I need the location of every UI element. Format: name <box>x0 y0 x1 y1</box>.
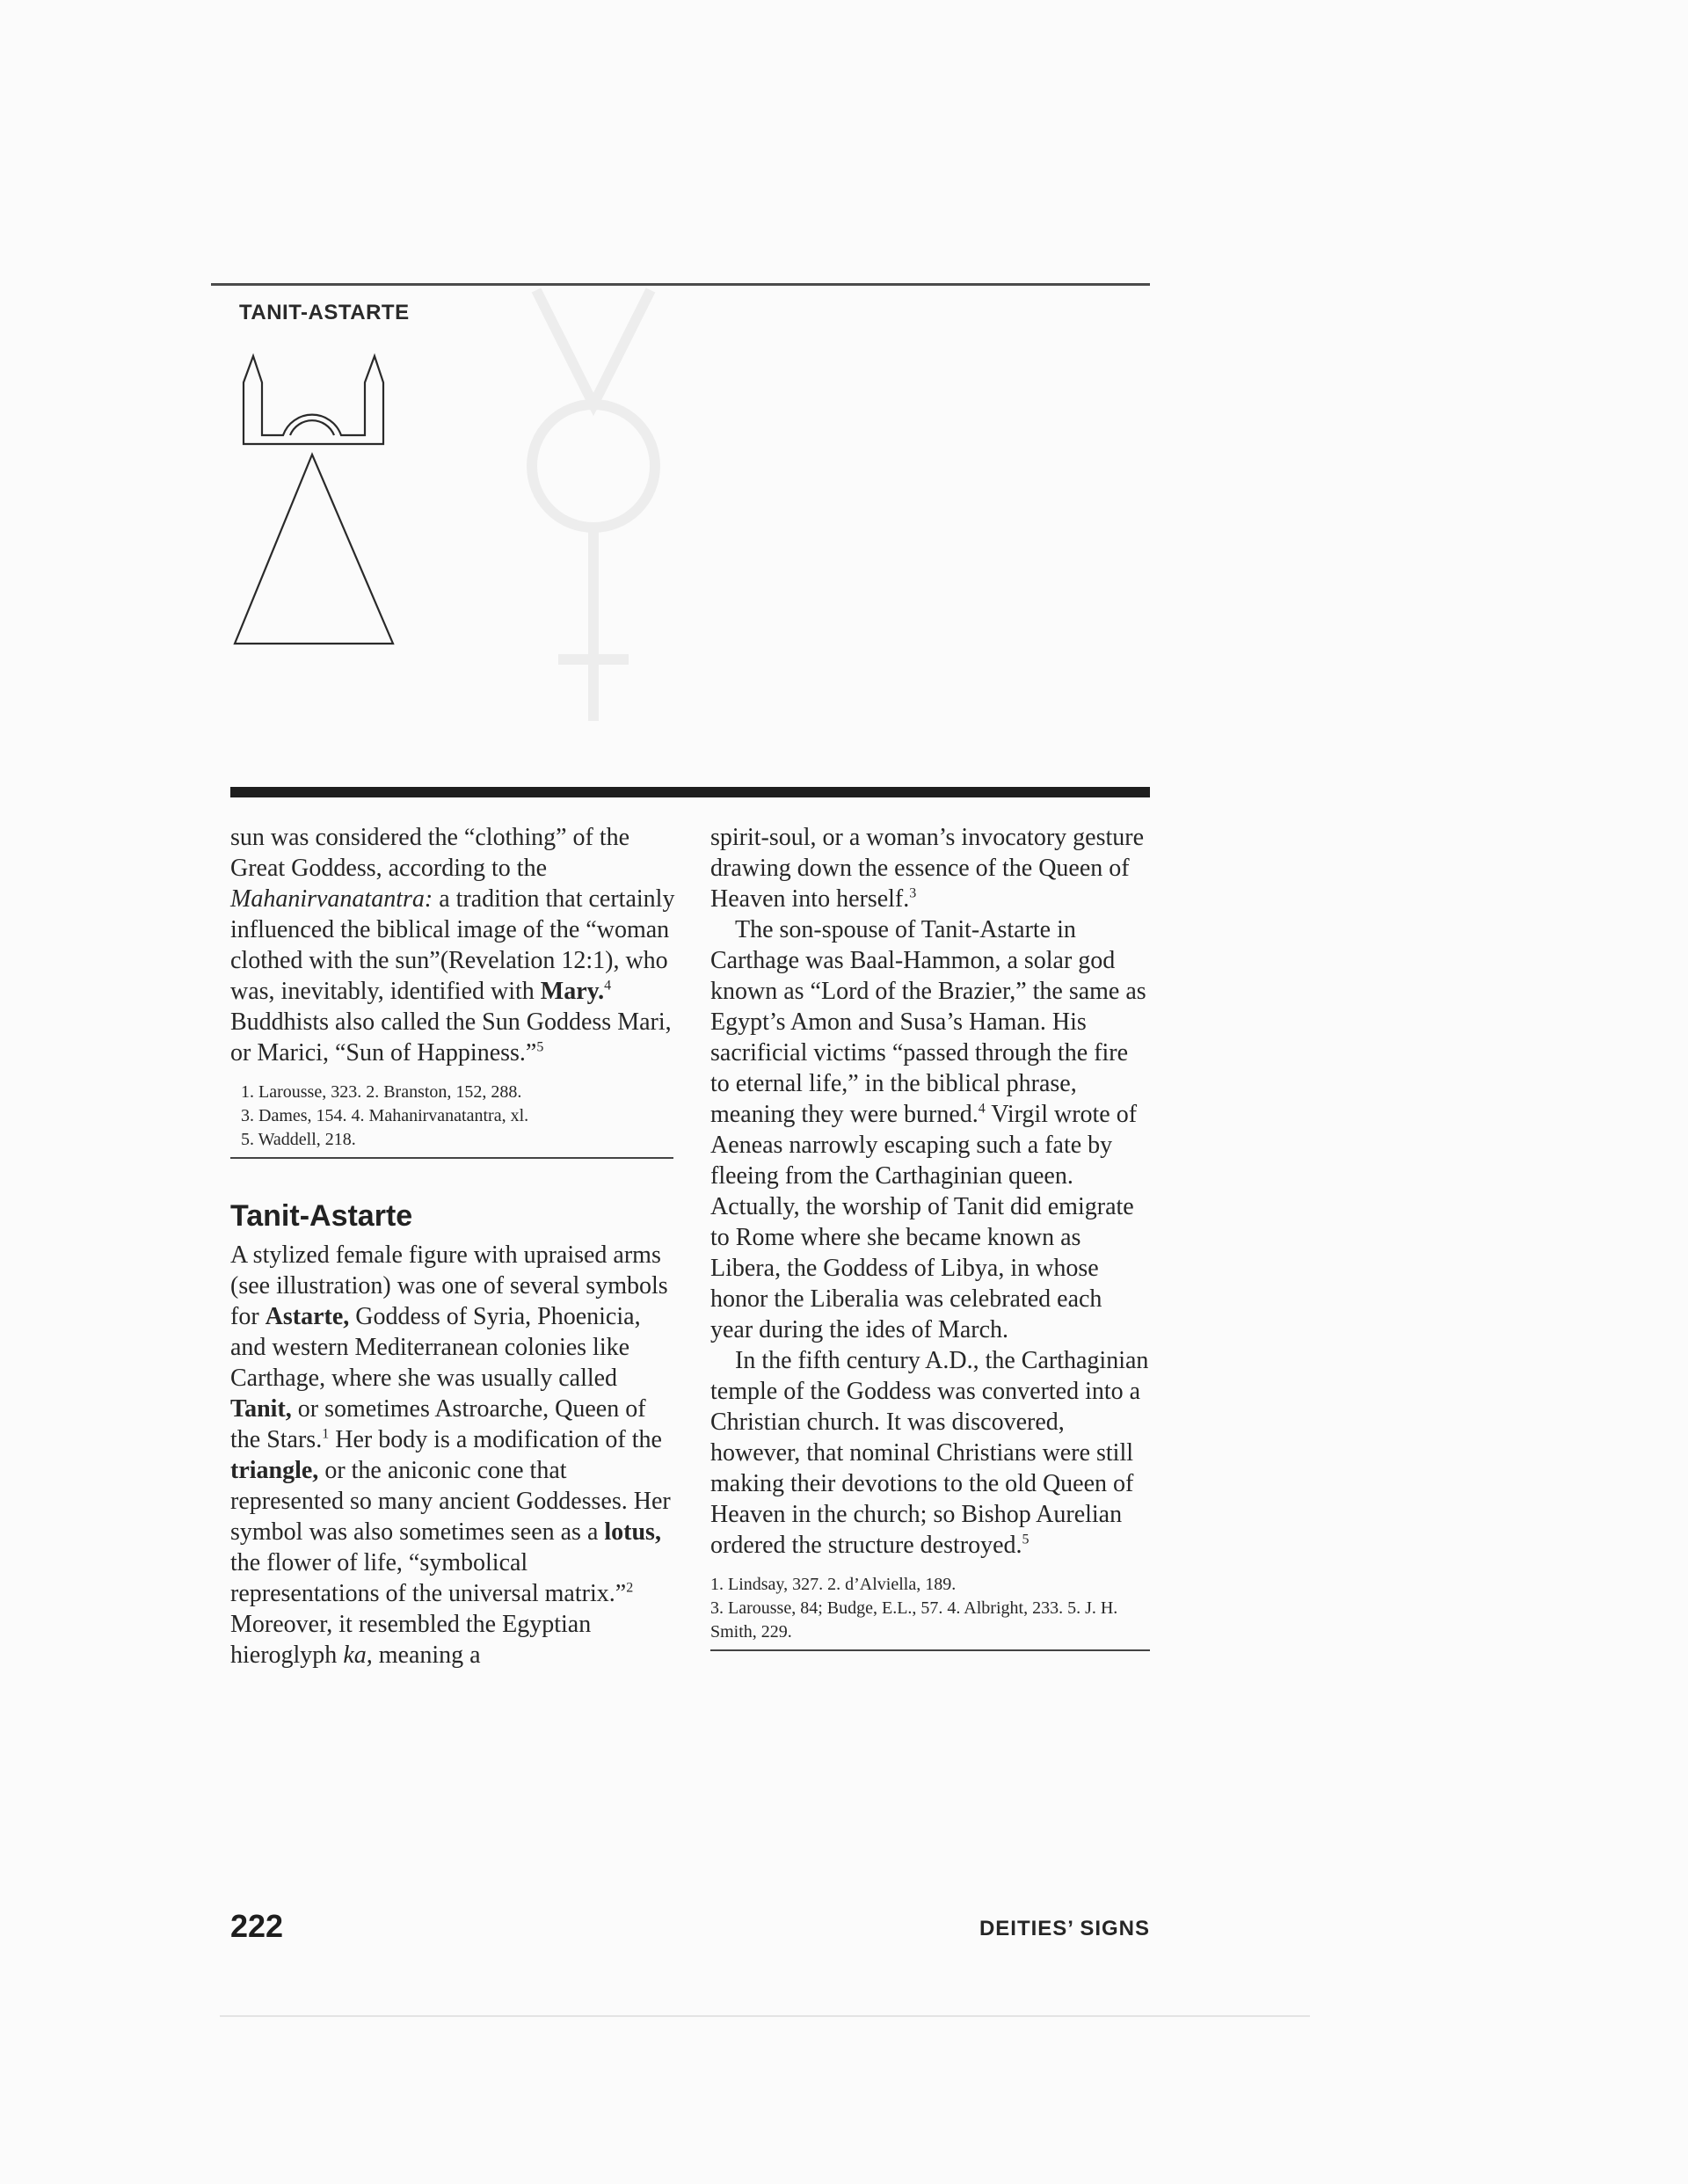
tanit-arms-outline <box>244 356 383 444</box>
cross-reference-lotus: lotus, <box>604 1518 661 1546</box>
footnote-line: 3. Dames, 154. 4. Mahanirvanatantra, xl. <box>241 1106 529 1125</box>
bleed-through-figure <box>510 281 738 739</box>
cross-reference-triangle: triangle, <box>230 1457 319 1484</box>
paragraph-baal-hammon: The son-spouse of Tanit-Astarte in Carthage was Baal-Hammon, a solar god known as “Lord of the Brazier,” the same as Egypt’s Amon and Susa’s Haman. His sacrificial victims “passed through the fire to eternal life,” in the biblical phrase, meaning they were burned.$^4$ Virgil wrote of Aeneas narrowly escaping such a fate by fleeing from the Carthaginian queen. Actually, the worship of Tanit did emigrate to Rome where she became known as Libera, the Goddess of Libya, in whose honor the Liberalia was celebrated each year during the ides of March. <box>710 916 1146 1343</box>
left-column <box>230 822 679 1671</box>
paragraph-carthaginian-temple: In the fifth century A.D., the Carthaginian temple of the Goddess was converted into a Christian church. It was discovered, however, that nominal Christians were still making their devotions to the old Queen of Heaven in the church; so Bishop Aurelian ordered the structure destroyed.$^5$ <box>710 1347 1149 1559</box>
footnote-marker: 5 <box>1022 1532 1030 1547</box>
cross-reference-astarte: Astarte, <box>265 1303 350 1330</box>
footnote-marker: 4 <box>978 1101 986 1117</box>
footnote-marker: 1 <box>322 1426 330 1442</box>
paragraph-spirit-soul: spirit-soul, or a woman’s invocatory gesture drawing down the essence of the Queen of Heaven into herself.$^3$ <box>710 824 1145 913</box>
footnote-marker: 3 <box>909 885 917 901</box>
cross-reference-mary: Mary. <box>540 978 605 1005</box>
footnote-marker: 4 <box>604 978 612 994</box>
cross-reference-tanit: Tanit, <box>230 1395 292 1423</box>
footnote-line: 1. Lindsay, 327. 2. d’Alviella, 189. <box>710 1575 957 1594</box>
figure-label: TANIT-ASTARTE <box>239 301 410 324</box>
footnotes-tanit-astarte <box>710 1573 1150 1651</box>
section-footer-title: DEITIES’ SIGNS <box>979 1917 1150 1940</box>
paragraph-stylized-figure: A stylized female figure with upraised arms (see illustration) was one of several symbols for Astarte, Goddess of Syria, Phoenicia, and western Mediterranean colonies like Carthage, where she was usually called Tanit, or sometimes Astroarche, Queen of the Stars.$^1$ Her body is a modification of the triangle, or the aniconic cone that represented so many ancient Goddesses. Her symbol was also sometimes seen as a lotus, the flower of life, “symbolical representations of the universal matrix.”$^2$ Moreover, it resembled the Egyptian hieroglyph ka, meaning a <box>230 1241 671 1669</box>
paragraph-sun-clothing: sun was considered the “clothing” of the Great Goddess, according to the Mahanirvanatantra: a tradition that certainly influenced the biblical image of the “woman clothed with the sun”(Revelation 12:1), who was, inevitably, identified with Mary.$^4$ Buddhists also called the Sun Goddess Mari, or Marici, “Sun of Happiness.”$^5$ <box>230 824 675 1067</box>
footnote-marker: 2 <box>626 1580 634 1596</box>
tanit-triangle-body <box>235 455 393 644</box>
tanit-symbol-figure <box>229 347 492 664</box>
footnote-marker: 5 <box>536 1039 544 1055</box>
footnote-line: 1. Larousse, 323. 2. Branston, 152, 288. <box>241 1082 522 1102</box>
footnote-line: 3. Larousse, 84; Budge, E.L., 57. 4. Albright, 233. 5. J. H. Smith, 229. <box>710 1598 1118 1642</box>
scan-edge-line <box>220 2015 1310 2017</box>
footnotes-previous-entry <box>230 1081 673 1159</box>
tanit-head-inner <box>290 420 334 435</box>
page-number: 222 <box>230 1908 284 1944</box>
right-column <box>710 822 1150 1651</box>
entry-heading: Tanit-Astarte <box>230 1199 413 1233</box>
section-rule <box>230 787 1150 797</box>
header-rule <box>211 283 1150 286</box>
footnote-line: 5. Waddell, 218. <box>241 1130 356 1149</box>
